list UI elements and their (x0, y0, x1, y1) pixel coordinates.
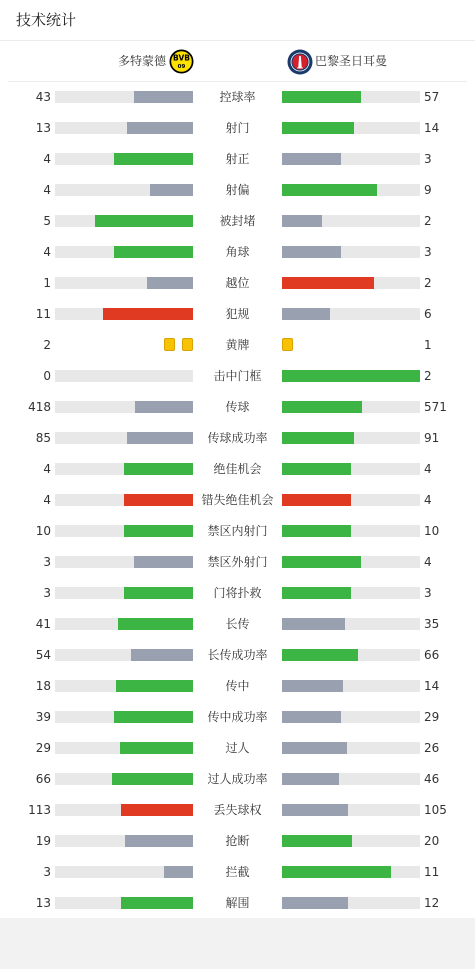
away-stat-fill (282, 370, 420, 382)
home-stat-bar (55, 463, 193, 475)
home-stat-value: 3 (43, 865, 51, 879)
stat-row (0, 236, 475, 267)
stat-label: 黄牌 (225, 338, 250, 352)
stat-label: 禁区外射门 (207, 555, 268, 569)
away-stat-fill (282, 91, 361, 103)
home-stat-fill (134, 556, 193, 568)
home-stat-bar (55, 711, 193, 723)
home-stat-value: 29 (35, 741, 51, 755)
away-stat-bar (282, 525, 420, 537)
away-stat-bar (282, 277, 420, 289)
home-stat-value: 1 (43, 276, 51, 290)
home-stat-fill (125, 835, 193, 847)
away-stat-bar (282, 153, 420, 165)
home-stat-value: 41 (35, 617, 51, 631)
away-stat-fill (282, 618, 345, 630)
away-stat-bar (282, 91, 420, 103)
away-stat-value: 35 (424, 617, 440, 631)
away-stat-bar (282, 463, 420, 475)
home-stat-value: 4 (43, 493, 51, 507)
stat-label: 过人成功率 (207, 772, 268, 786)
away-stat-value: 91 (424, 431, 440, 445)
stat-label: 丢失球权 (213, 803, 262, 817)
away-stat-bar (282, 897, 420, 909)
home-stat-bar (55, 91, 193, 103)
away-stat-bar (282, 649, 420, 661)
stat-label: 控球率 (219, 90, 256, 104)
home-stat-value: 0 (43, 369, 51, 383)
home-cards (164, 338, 193, 351)
away-stat-value: 1 (424, 338, 432, 352)
home-stat-value: 113 (28, 803, 51, 817)
away-stat-bar (282, 804, 420, 816)
home-stat-value: 3 (43, 586, 51, 600)
stat-label: 射正 (225, 152, 250, 166)
home-stat-bar (55, 308, 193, 320)
stat-row (0, 174, 475, 205)
home-stat-fill (95, 215, 193, 227)
away-stat-fill (282, 494, 351, 506)
home-stat-value: 66 (35, 772, 51, 786)
away-stat-fill (282, 122, 354, 134)
stat-row (0, 112, 475, 143)
away-stat-value: 3 (424, 586, 432, 600)
away-stat-bar (282, 773, 420, 785)
away-stat-fill (282, 587, 351, 599)
away-stat-fill (282, 246, 341, 258)
home-stat-value: 5 (43, 214, 51, 228)
away-stat-value: 4 (424, 555, 432, 569)
home-stat-bar (55, 122, 193, 134)
home-stat-fill (134, 91, 193, 103)
home-stat-fill (114, 153, 193, 165)
away-stat-fill (282, 401, 362, 413)
svg-text:09: 09 (177, 64, 186, 70)
bvb-crest-icon (169, 49, 194, 74)
away-stat-value: 3 (424, 152, 432, 166)
away-stat-bar (282, 122, 420, 134)
away-stat-value: 11 (424, 865, 440, 879)
stat-row (0, 205, 475, 236)
away-stat-fill (282, 649, 358, 661)
home-stat-value: 19 (35, 834, 51, 848)
home-stat-bar (55, 277, 193, 289)
stat-label: 传球成功率 (207, 431, 268, 445)
stat-row (0, 329, 475, 360)
home-stat-fill (103, 308, 193, 320)
stat-label: 越位 (225, 276, 250, 290)
home-stat-fill (124, 494, 193, 506)
yellow-card-icon (164, 338, 175, 351)
away-stat-fill (282, 432, 354, 444)
home-stat-fill (121, 897, 193, 909)
stat-row (0, 298, 475, 329)
stat-row (0, 391, 475, 422)
home-stat-bar (55, 370, 193, 382)
stat-row (0, 484, 475, 515)
home-stat-fill (127, 122, 193, 134)
away-stat-value: 20 (424, 834, 440, 848)
stat-label: 门将扑救 (213, 586, 262, 600)
stat-row (0, 701, 475, 732)
away-stat-bar (282, 866, 420, 878)
away-stat-fill (282, 680, 343, 692)
away-stat-value: 14 (424, 121, 440, 135)
home-stat-bar (55, 432, 193, 444)
home-stat-bar (55, 618, 193, 630)
away-stat-value: 57 (424, 90, 440, 104)
home-stat-value: 4 (43, 245, 51, 259)
away-stat-value: 29 (424, 710, 440, 724)
stat-label: 错失绝佳机会 (201, 493, 274, 507)
home-stat-value: 418 (28, 400, 51, 414)
away-stat-fill (282, 463, 351, 475)
svg-text:BVB: BVB (173, 53, 190, 63)
stat-label: 解围 (225, 896, 250, 910)
away-stat-value: 2 (424, 214, 432, 228)
teams-header (0, 41, 475, 81)
away-stat-bar (282, 308, 420, 320)
away-stat-fill (282, 556, 361, 568)
stat-row (0, 639, 475, 670)
away-stat-bar (282, 835, 420, 847)
away-stat-fill (282, 804, 348, 816)
away-stat-fill (282, 866, 391, 878)
home-stat-fill (114, 711, 193, 723)
stat-row (0, 360, 475, 391)
home-stat-value: 4 (43, 462, 51, 476)
away-cards (282, 338, 293, 351)
away-stat-bar (282, 742, 420, 754)
stat-label: 射偏 (225, 183, 250, 197)
away-stat-bar (282, 215, 420, 227)
stat-label: 传中成功率 (207, 710, 268, 724)
home-stat-value: 54 (35, 648, 51, 662)
home-stat-value: 3 (43, 555, 51, 569)
away-stat-value: 571 (424, 400, 447, 414)
home-stat-bar (55, 215, 193, 227)
home-stat-bar (55, 804, 193, 816)
stat-label: 绝佳机会 (213, 462, 262, 476)
home-stat-value: 13 (35, 896, 51, 910)
away-stat-fill (282, 742, 347, 754)
stat-label: 射门 (225, 121, 250, 135)
stat-row (0, 794, 475, 825)
home-stat-value: 43 (35, 90, 51, 104)
home-stat-fill (150, 184, 193, 196)
home-stat-bar (55, 773, 193, 785)
page-title: 技术统计 (16, 11, 77, 29)
stat-row (0, 825, 475, 856)
away-stat-fill (282, 711, 341, 723)
away-stat-bar (282, 556, 420, 568)
home-stat-bar (55, 184, 193, 196)
away-stat-value: 10 (424, 524, 440, 538)
stat-label: 禁区内射门 (207, 524, 268, 538)
home-stat-bar (55, 401, 193, 413)
home-stat-bar (55, 835, 193, 847)
home-stat-value: 13 (35, 121, 51, 135)
stat-row (0, 267, 475, 298)
stat-row (0, 81, 475, 112)
away-stat-bar (282, 494, 420, 506)
stat-row (0, 887, 475, 918)
stat-label: 过人 (225, 741, 250, 755)
away-stat-bar (282, 370, 420, 382)
stat-row (0, 763, 475, 794)
away-stat-value: 46 (424, 772, 440, 786)
home-stat-bar (55, 246, 193, 258)
stat-row (0, 608, 475, 639)
home-stat-fill (116, 680, 193, 692)
away-stat-bar (282, 680, 420, 692)
psg-crest-icon (287, 49, 313, 75)
home-stat-fill (124, 587, 193, 599)
home-stat-bar (55, 494, 193, 506)
away-stat-bar (282, 587, 420, 599)
yellow-card-icon (282, 338, 293, 351)
away-stat-fill (282, 525, 351, 537)
away-stat-value: 6 (424, 307, 432, 321)
home-stat-fill (135, 401, 193, 413)
away-stat-value: 12 (424, 896, 440, 910)
away-stat-fill (282, 773, 339, 785)
home-team-name: 多特蒙德 (117, 54, 166, 68)
away-stat-fill (282, 153, 341, 165)
home-stat-value: 4 (43, 152, 51, 166)
home-stat-fill (124, 463, 193, 475)
home-stat-value: 11 (35, 307, 51, 321)
home-stat-fill (127, 432, 193, 444)
home-stat-bar (55, 742, 193, 754)
stat-label: 抢断 (225, 834, 250, 848)
away-stat-bar (282, 618, 420, 630)
away-stat-fill (282, 277, 374, 289)
home-stat-fill (118, 618, 193, 630)
home-stat-fill (120, 742, 193, 754)
away-stat-bar (282, 401, 420, 413)
stat-label: 击中门框 (213, 369, 262, 383)
away-stat-value: 105 (424, 803, 447, 817)
home-stat-bar (55, 649, 193, 661)
stat-label: 犯规 (225, 307, 250, 321)
home-stat-bar (55, 556, 193, 568)
stat-row (0, 546, 475, 577)
away-stat-value: 3 (424, 245, 432, 259)
home-stat-value: 18 (35, 679, 51, 693)
away-stat-value: 4 (424, 493, 432, 507)
home-stat-fill (147, 277, 193, 289)
away-stat-bar (282, 246, 420, 258)
stat-label: 拦截 (225, 865, 250, 879)
home-stat-fill (112, 773, 193, 785)
stat-row (0, 577, 475, 608)
stat-row (0, 422, 475, 453)
home-stat-fill (124, 525, 193, 537)
home-stat-fill (164, 866, 193, 878)
stat-label: 角球 (225, 245, 250, 259)
away-stat-value: 4 (424, 462, 432, 476)
home-stat-value: 10 (35, 524, 51, 538)
away-stat-value: 2 (424, 276, 432, 290)
stat-label: 传中 (225, 679, 250, 693)
home-stat-bar (55, 680, 193, 692)
home-stat-value: 39 (35, 710, 51, 724)
stat-label: 被封堵 (219, 214, 256, 228)
home-stat-fill (114, 246, 193, 258)
home-stat-bar (55, 897, 193, 909)
home-stat-value: 2 (43, 338, 51, 352)
away-team-name: 巴黎圣日耳曼 (315, 54, 388, 68)
away-stat-value: 66 (424, 648, 440, 662)
away-stat-fill (282, 184, 377, 196)
away-stat-bar (282, 711, 420, 723)
home-stat-bar (55, 866, 193, 878)
stat-row (0, 856, 475, 887)
stat-label: 长传 (225, 617, 250, 631)
away-stat-bar (282, 432, 420, 444)
stat-row (0, 732, 475, 763)
home-stat-bar (55, 587, 193, 599)
stat-row (0, 515, 475, 546)
away-stat-value: 2 (424, 369, 432, 383)
home-stat-bar (55, 525, 193, 537)
away-stat-fill (282, 835, 352, 847)
stat-row (0, 143, 475, 174)
stat-row (0, 670, 475, 701)
home-stat-fill (121, 804, 193, 816)
away-stat-bar (282, 184, 420, 196)
stat-label: 传球 (225, 400, 250, 414)
stat-row (0, 453, 475, 484)
home-stat-value: 4 (43, 183, 51, 197)
stat-label: 长传成功率 (207, 648, 268, 662)
away-stat-value: 9 (424, 183, 432, 197)
home-stat-bar (55, 153, 193, 165)
home-stat-value: 85 (35, 431, 51, 445)
away-stat-fill (282, 215, 322, 227)
away-stat-value: 26 (424, 741, 440, 755)
yellow-card-icon (182, 338, 193, 351)
away-stat-value: 14 (424, 679, 440, 693)
away-stat-fill (282, 897, 348, 909)
home-stat-fill (131, 649, 193, 661)
away-stat-fill (282, 308, 330, 320)
